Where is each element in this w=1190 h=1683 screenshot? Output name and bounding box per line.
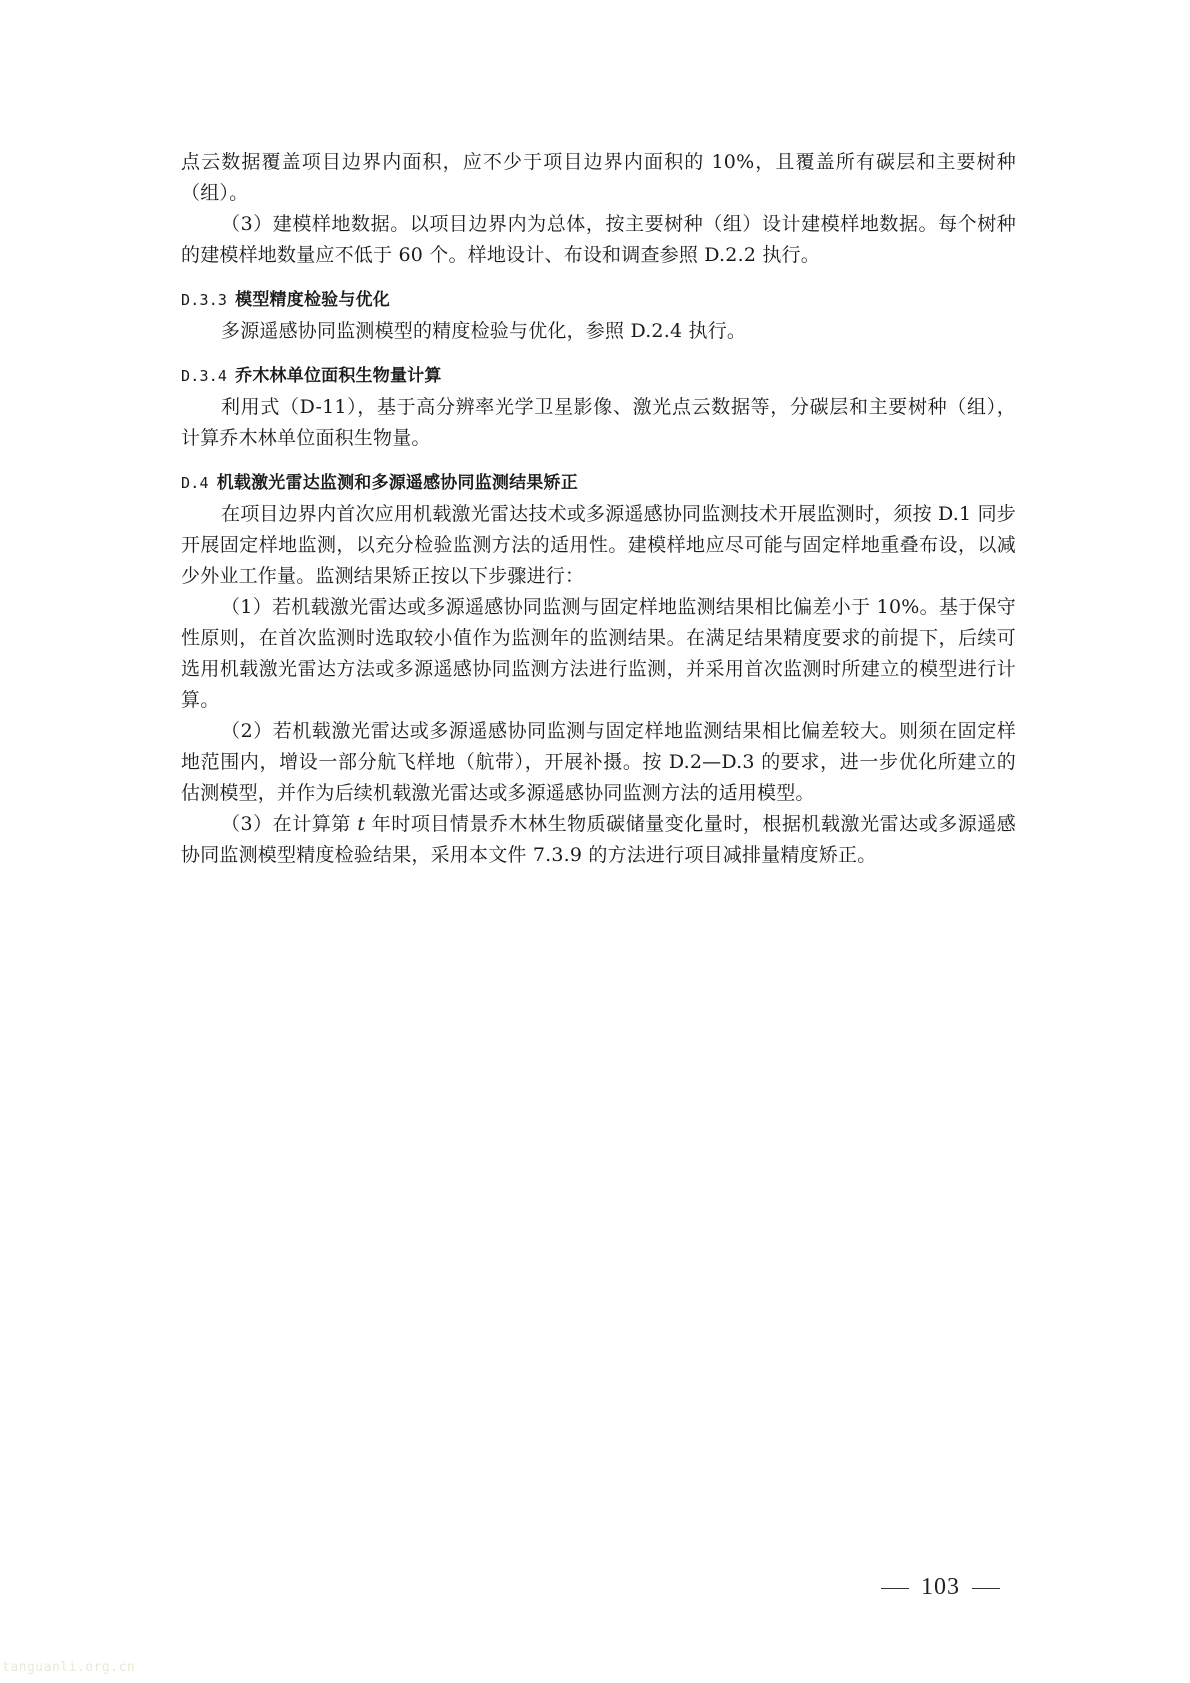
page-number-dash-left: [881, 1588, 909, 1589]
page-number-value: 103: [921, 1574, 960, 1600]
paragraph-accuracy-check: 多源遥感协同监测模型的精度检验与优化，参照 D.2.4 执行。: [221, 320, 747, 342]
section-title: 模型精度检验与优化: [235, 290, 390, 310]
section-number: D.3.3: [181, 291, 228, 309]
step-3-text-start: （3）在计算第: [221, 813, 358, 835]
paragraph-correction-intro: 在项目边界内首次应用机载激光雷达技术或多源遥感协同监测技术开展监测时，须按 D.1 同步开展固定样地监测，以充分检验监测方法的适用性。建模样地应尽可能与固定样地重叠布设，以减少外业工作量。监测结果矫正按以下步骤进行：: [181, 503, 1016, 587]
paragraph-point-cloud-coverage: 点云数据覆盖项目边界内面积，应不少于项目边界内面积的 10%，且覆盖所有碳层和主要树种（组）。: [181, 151, 1016, 204]
section-heading-d34: [181, 361, 1016, 392]
section-heading-d4: [181, 468, 1016, 499]
paragraph-modeling-plot-data: （3）建模样地数据。以项目边界内为总体，按主要树种（组）设计建模样地数据。每个树种的建模样地数量应不低于 60 个。样地设计、布设和调查参照 D.2.2 执行。: [181, 213, 1016, 266]
section-number: D.3.4: [181, 367, 228, 385]
variable-t: t: [357, 813, 366, 835]
paragraph-biomass-calculation: 利用式（D-11），基于高分辨率光学卫星影像、激光点云数据等，分碳层和主要树种（组），计算乔木林单位面积生物量。: [181, 396, 1016, 449]
document-body: [181, 147, 1016, 871]
paragraph-correction-step-1: （1）若机载激光雷达或多源遥感协同监测与固定样地监测结果相比偏差小于 10%。基于保守性原则，在首次监测时选取较小值作为监测年的监测结果。在满足结果精度要求的前提下，后续可选用机载激光雷达方法或多源遥感协同监测方法进行监测，并采用首次监测时所建立的模型进行计算。: [181, 596, 1016, 711]
step-3-text-end: 年时项目情景乔木林生物质碳储量变化量时，根据机载激光雷达或多源遥感协同监测模型精度检验结果，采用本文件 7.3.9 的方法进行项目减排量精度矫正。: [181, 813, 1017, 866]
section-number: D.4: [181, 474, 209, 492]
section-title: 机载激光雷达监测和多源遥感协同监测结果矫正: [216, 473, 578, 493]
paragraph-correction-step-3: [181, 809, 1016, 871]
section-heading-d33: [181, 285, 1016, 316]
paragraph-correction-step-2: （2）若机载激光雷达或多源遥感协同监测与固定样地监测结果相比偏差较大。则须在固定样地范围内，增设一部分航飞样地（航带），开展补摄。按 D.2—D.3 的要求，进一步优化所建立的估测模型，并作为后续机载激光雷达或多源遥感协同监测方法的适用模型。: [181, 720, 1016, 804]
watermark: tanguanli.org.cn: [2, 1660, 136, 1675]
page-number-dash-right: [972, 1588, 1000, 1589]
section-title: 乔木林单位面积生物量计算: [235, 366, 442, 386]
page-number: [869, 1574, 1012, 1601]
